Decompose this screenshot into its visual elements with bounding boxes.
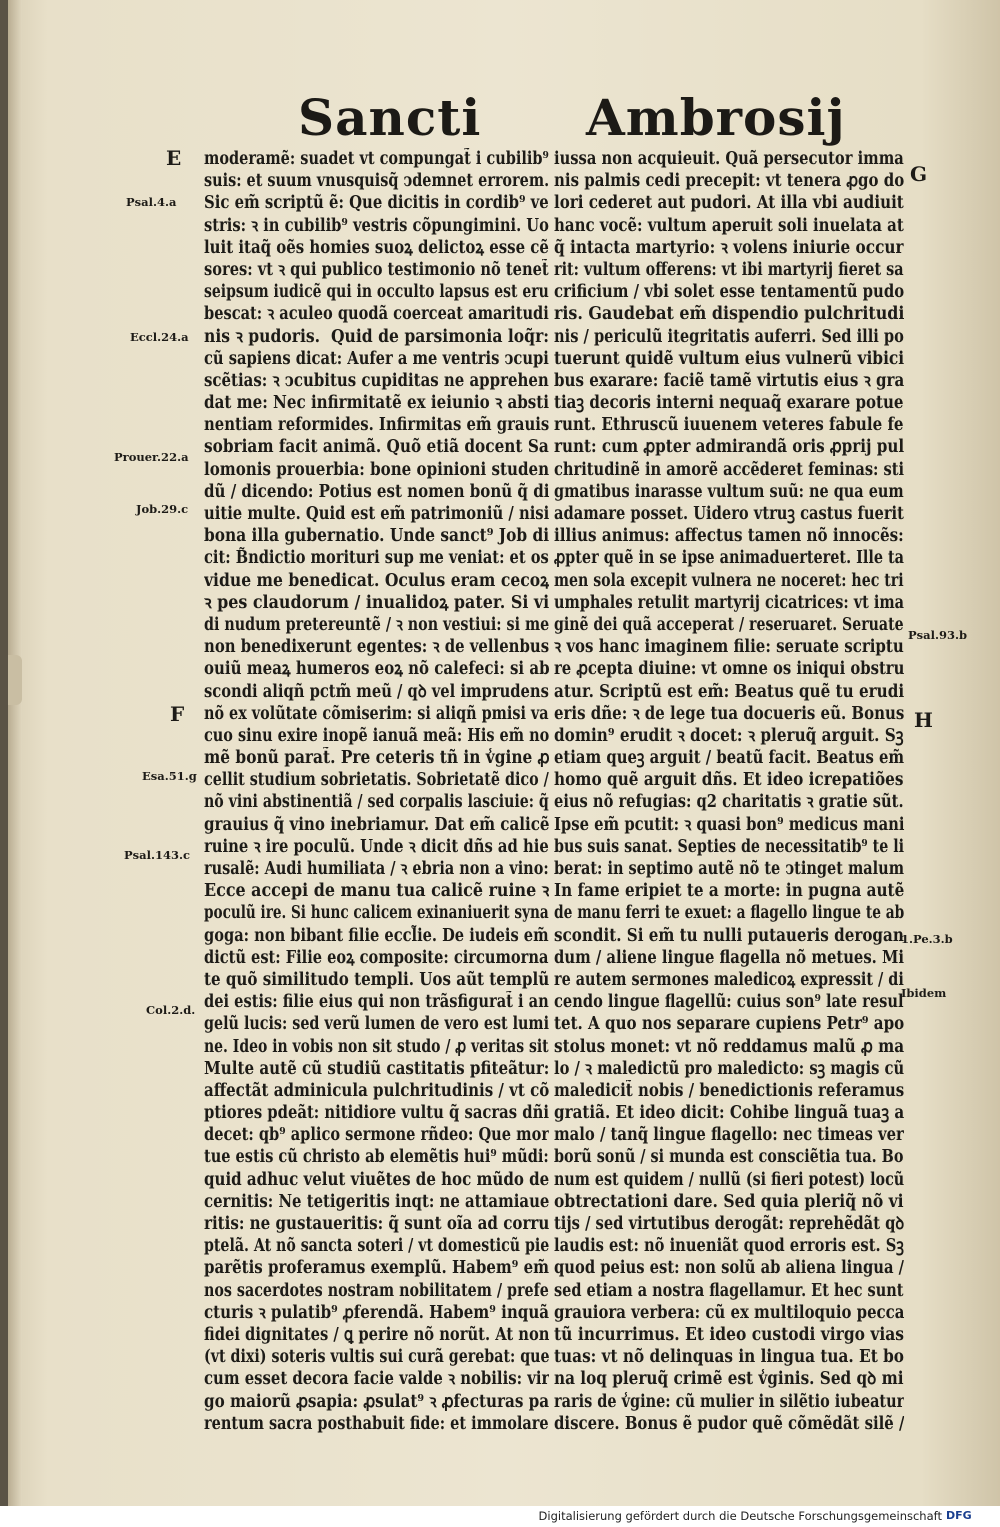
text-line: chritudinẽ in amorẽ accẽderet feminas: sti	[554, 459, 904, 480]
text-line: adamare posset. Uidero vtruꝫ castus fuerit	[554, 504, 904, 524]
text-line: re autem sermones maledicoꝝ expressit / di	[554, 969, 904, 990]
book-page	[8, 0, 1000, 1506]
text-line: na loq pleruq̃ crimẽ est v̾ginis. Sed qꝺ mi	[554, 1369, 904, 1390]
text-line: grauius q̃ vino inebriamur. Dat em̃ calicẽ	[204, 814, 550, 835]
text-line: stris: ꝛ in cubilib⁹ vestris cõpungimini. Uo	[204, 215, 549, 236]
text-line: tuerunt quidẽ vultum eius vulnerũ vibici	[554, 348, 904, 369]
text-line: eius nõ refugias: q2 charitatis ꝛ gratie sũt.	[554, 792, 904, 813]
text-line: iussa non acquieuit. Quã persecutor imma	[554, 149, 904, 169]
text-line: lo / ꝛ maledictũ pro maledicto: sꝫ magis cũ	[554, 1058, 904, 1079]
text-line: Multe autẽ cũ studiũ castitatis pfiteãtur:	[204, 1058, 549, 1079]
text-line: malo / tanq̃ lingue flagello: nec timeas ver	[554, 1125, 904, 1146]
text-line: nos sacerdotes nostram nobilitatem / prefe	[204, 1280, 549, 1301]
text-line: grauiora verbera: cũ ex multiloquio pecca	[554, 1302, 905, 1323]
text-line: fidei dignitates / ꝗ perire nõ norũt. At non	[204, 1324, 550, 1345]
text-line: dei estis: filie eius qui non trãsfigurat̃ i an	[204, 992, 549, 1013]
section-letter-e: E	[166, 146, 182, 170]
text-line: ouiũ meaꝝ humeros eoꝝ nõ calefeci: si ab	[204, 659, 550, 680]
text-line: crificium / vbi solet esse tentamentũ pudo	[554, 282, 905, 303]
text-line: dum / aliene lingue flagella nõ metues. Mi	[554, 947, 904, 968]
text-line: dũ / dicendo: Potius est nomen bonũ q̃ di	[204, 481, 550, 502]
text-line: laudis est: nõ inueniãt quod erroris est. Sꝫ	[554, 1236, 904, 1257]
text-line: nis / periculũ itegritatis auferri. Sed illi po	[554, 326, 904, 347]
text-line: ris. Gaudebat em̃ dispendio pulchritudi	[554, 304, 905, 325]
text-line: rentum sacra posthabuit fide: et immolare	[204, 1413, 549, 1434]
margin-note-eccl24: Eccl.24.a	[130, 330, 189, 344]
text-line: rit: vultum offerens: vt ibi martyrij fieret sa	[554, 259, 904, 280]
margin-note-psal143: Psal.143.c	[124, 848, 190, 862]
text-line: nis ꝛ pudoris. Quid de parsimonia loq̃r:	[204, 326, 549, 347]
text-line: tuas: vt nõ delinquas in lingua tua. Et bo	[554, 1347, 904, 1368]
text-line: borũ sonũ / si munda est consciẽtia tua. Bo	[554, 1147, 904, 1168]
text-line: cit: B̃ndictio morituri sup me veniat: et os	[204, 548, 549, 569]
text-line: tue estis cũ christo ab elemẽtis hui⁹ mũdi:	[204, 1147, 549, 1168]
text-line: tũ incurrimus. Et ideo custodi virgo vias	[554, 1324, 905, 1345]
text-line: q̃ intacta martyrio: ꝛ volens iniurie occur	[554, 237, 904, 258]
text-line: bona illa gubernatio. Unde sanct⁹ Job di	[204, 526, 550, 547]
text-line: sores: vt ꝛ qui publico testimonio nõ tenet̃	[204, 259, 549, 280]
footer-credit: Digitalisierung gefördert durch die Deutsche Forschungsgemeinschaft	[538, 1509, 942, 1523]
text-line: lomonis prouerbia: bone opinioni studen	[204, 459, 550, 480]
text-line: luit itaq̃ oẽs homies suoꝝ delictoꝝ esse cẽ	[204, 237, 549, 258]
text-line: nõ ex volũtate cõmiserim: si aliqñ pmisi va	[204, 703, 549, 724]
text-line: homo quẽ arguit dñs. Et ideo icrepatiões	[554, 770, 904, 791]
text-line: dat me: Nec infirmitatẽ ex ieiunio ꝛ absti	[204, 393, 549, 414]
text-line: berat: in septimo autẽ nõ te ↄtinget malum	[554, 859, 904, 879]
text-line: (vt dixi) soteris vultis sui curã gerebat: que	[204, 1347, 550, 1368]
text-line: nentiam reformides. Infirmitas em̃ grauis	[204, 415, 550, 436]
text-line: poculũ ire. Si hunc calicem exinaniuerit syna	[204, 903, 549, 924]
text-line: re ꝓcepta diuine: vt omne os iniqui obstru	[554, 659, 905, 680]
text-line: di nudum pretereuntẽ / ꝛ non vestiui: si me	[204, 614, 549, 635]
text-line: ꝓpter quẽ in se ipse animaduerteret. Ille ta	[554, 548, 904, 569]
footer-bar	[0, 1506, 1000, 1527]
text-line: discere. Bonus ẽ pudor quẽ cõmẽdãt silẽ /	[554, 1413, 905, 1434]
text-line: suis: et suum vnusquisq̃ ↄdemnet errorem.	[204, 171, 549, 192]
text-line: ꝛ vos hanc imaginem filie: seruate scriptu	[554, 637, 904, 658]
text-line: Sic em̃ scriptũ ẽ: Que dicitis in cordib⁹ ve	[204, 193, 549, 214]
text-line: men sola excepit vulnera ne noceret: hec tri	[554, 570, 904, 591]
text-line: parẽtis proferamus exemplũ. Habem⁹ em̃	[204, 1258, 550, 1279]
text-line: cuo sinu exire inopẽ ianuã meã: His em̃ no	[204, 725, 549, 746]
text-line: runt. Ethruscũ iuuenem veteres fabule fe	[554, 415, 904, 436]
text-line: cturis ꝛ pulatib⁹ ꝓferendã. Habem⁹ inquã	[204, 1302, 550, 1323]
text-line: nõ vini abstinentiã / sed corpalis lasciuie: q̃	[204, 792, 549, 813]
text-line: scondi aliqñ pctm̃ meũ / qꝺ vel imprudens	[204, 681, 549, 702]
margin-note-psal4: Psal.4.a	[126, 195, 177, 209]
text-line: vidue me benedicat. Oculus eram cecoꝝ	[204, 570, 549, 591]
text-line: sed etiam a nostra flagellamur. Et hec sunt	[554, 1280, 904, 1301]
text-line: bus exarare: faciẽ tamẽ virtutis eius ꝛ gra	[554, 370, 904, 391]
text-line: tet. A quo nos separare cupiens Petr⁹ apo	[554, 1014, 904, 1035]
text-line: cendo lingue flagellũ: cuius son⁹ late resul	[554, 992, 904, 1013]
text-line: de manu ferri te exuet: a flagello lingue te ab	[554, 903, 905, 924]
text-line: bescat: ꝛ aculeo quodã coerceat amaritudi	[204, 304, 549, 325]
text-line: ruine ꝛ ire poculũ. Unde ꝛ dicit dñs ad hie	[204, 836, 549, 857]
text-line: dictũ est: Filie eoꝝ composite: circumorna	[204, 947, 549, 968]
text-line: atur. Scriptũ est em̃: Beatus quẽ tu erudi	[554, 681, 904, 702]
section-letter-f: F	[170, 702, 185, 726]
text-line: moderamẽ: suadet vt compungat̃ i cubilib⁹	[204, 149, 549, 169]
text-line: bus suis sanat. Septies de necessitatib⁹ te li	[554, 836, 905, 857]
text-line: ꝛ pes claudorum / inualidoꝝ pater. Si vi	[204, 592, 549, 613]
text-line: mẽ bonũ parat̃. Pre ceteris tñ in v̾gine ꝓ	[204, 748, 550, 769]
text-line: In fame eripiet te a morte: in pugna autẽ	[554, 881, 904, 902]
text-line: nis palmis cedi precepit: vt tenera ꝓgo do	[554, 171, 904, 192]
section-letter-g: G	[910, 162, 928, 186]
margin-note-job29: Job.29.c	[136, 502, 189, 516]
section-letter-h: H	[914, 708, 933, 732]
text-column-right	[554, 148, 904, 1435]
page-tab	[8, 655, 22, 705]
text-line: gmatibus inarasse vultum suũ: ne qua eum	[554, 481, 904, 502]
text-line: cernitis: Ne tetigeritis inqt: ne attamiaue	[204, 1191, 549, 1212]
text-line: Ipse em̃ pcutit: ꝛ quasi bon⁹ medicus mani	[554, 814, 905, 835]
text-line: gelũ lucis: sed verũ lumen de vero est lumi	[204, 1014, 549, 1035]
text-line: hanc vocẽ: vultum aperuit soli inuelata at	[554, 215, 904, 236]
text-line: gratiã. Et ideo dicit: Cohibe linguã tuaꝫ a	[554, 1103, 905, 1124]
text-line: quod peius est: non solũ ab aliena lingua /	[554, 1258, 904, 1279]
margin-note-1pe3: 1.Pe.3.b	[901, 932, 953, 946]
text-line: sobriam facit animã. Quõ etiã docent Sa	[204, 437, 549, 458]
text-line: tiaꝫ decoris interni nequaq̃ exarare potue	[554, 393, 904, 414]
text-line: runt: cum ꝓpter admirandã oris ꝓprij pul	[554, 437, 905, 458]
text-line: maledicit̃ nobis / benedictionis referamus	[554, 1080, 904, 1101]
text-column-left	[204, 148, 549, 1435]
text-line: non benedixerunt egentes: ꝛ de vellenbus	[204, 637, 549, 658]
text-line: scondit. Si em̃ tu nulli putaueris derogan	[554, 925, 904, 946]
text-line: goga: non bibant filie eccl̃ie. De iudeis em̃	[204, 925, 549, 946]
text-line: tijs / sed virtutibus derogãt: reprehẽdãt qꝺ	[554, 1214, 904, 1234]
text-line: quid adhuc velut viuẽtes de hoc mũdo de	[204, 1169, 550, 1190]
text-line: scẽtias: ꝛ ↄcubitus cupiditas ne apprehen	[204, 370, 549, 391]
text-line: etiam queꝫ arguit / beatũ facit. Beatus em̃	[554, 748, 905, 769]
text-line: te quõ similitudo templi. Uos aũt templũ	[204, 969, 549, 990]
margin-note-prouer22: Prouer.22.a	[114, 450, 189, 464]
text-line: cum esset decora facie valde ꝛ nobilis: vir	[204, 1369, 550, 1390]
text-line: stolus monet: vt nõ reddamus malũ ꝓ ma	[554, 1036, 904, 1057]
margin-note-ibidem: Ibidem	[901, 986, 947, 1000]
text-line: Ecce accepi de manu tua calicẽ ruine ꝛ	[204, 881, 549, 902]
text-line: decet: qb⁹ aplico sermone rñdeo: Que mor	[204, 1125, 549, 1146]
text-line: ptiores pdeãt: nitidiore vultu q̃ sacras dñi	[204, 1103, 549, 1124]
text-line: raris de v̾gine: cũ mulier in silẽtio iubeatur	[554, 1391, 904, 1412]
text-line: ne. Ideo in vobis non sit studo / ꝓ veritas sit	[204, 1036, 549, 1057]
text-line: seipsum iudicẽ qui in occulto lapsus est eru	[204, 282, 549, 303]
text-line: cellit studium sobrietatis. Sobrietatẽ dico /	[204, 770, 549, 791]
text-line: eris dñe: ꝛ de lege tua docueris eũ. Bonus	[554, 703, 904, 724]
margin-note-col2: Col.2.d.	[146, 1003, 196, 1017]
text-line: obtrectationi dare. Sed quia pleriq̃ nõ vi	[554, 1191, 904, 1212]
dfg-logo: DFG	[946, 1509, 972, 1522]
text-line: affectãt adminicula pulchritudinis / vt cõ	[204, 1080, 550, 1101]
text-line: illius animus: affectus tamen nõ innocẽs:	[554, 526, 904, 547]
text-line: umphales retulit martyrij cicatrices: vt ima	[554, 592, 904, 613]
text-line: ptelã. At nõ sancta soteri / vt domesticũ pie	[204, 1236, 550, 1257]
text-line: cũ sapiens dicat: Aufer a me ventris ↄcupi	[204, 348, 549, 369]
text-line: lori cederet aut pudori. At illa vbi audiuit	[554, 193, 904, 214]
text-line: ritis: ne gustaueritis: q̃ sunt oĩa ad corru	[204, 1214, 550, 1234]
margin-note-esa51: Esa.51.g	[142, 769, 197, 783]
text-line: rusalẽ: Audi humiliata / ꝛ ebria non a vino:	[204, 859, 549, 879]
running-head-right: Ambrosij	[586, 88, 846, 147]
text-line: domin⁹ erudit ꝛ docet: ꝛ pleruq̃ arguit. Sꝫ	[554, 725, 904, 746]
text-line: num est quidem / nullũ (si fieri potest) locũ	[554, 1169, 905, 1190]
margin-note-psal93: Psal.93.b	[908, 628, 967, 642]
text-line: uitie multe. Quid est em̃ patrimoniũ / nisi	[204, 504, 550, 524]
text-line: go maiorũ ꝓsapia: ꝓsulat⁹ ꝛ ꝓfecturas pa	[204, 1391, 549, 1412]
running-head-left: Sancti	[298, 88, 482, 147]
text-line: ginẽ dei quã acceperat / reseruaret. Seruate	[554, 614, 904, 635]
